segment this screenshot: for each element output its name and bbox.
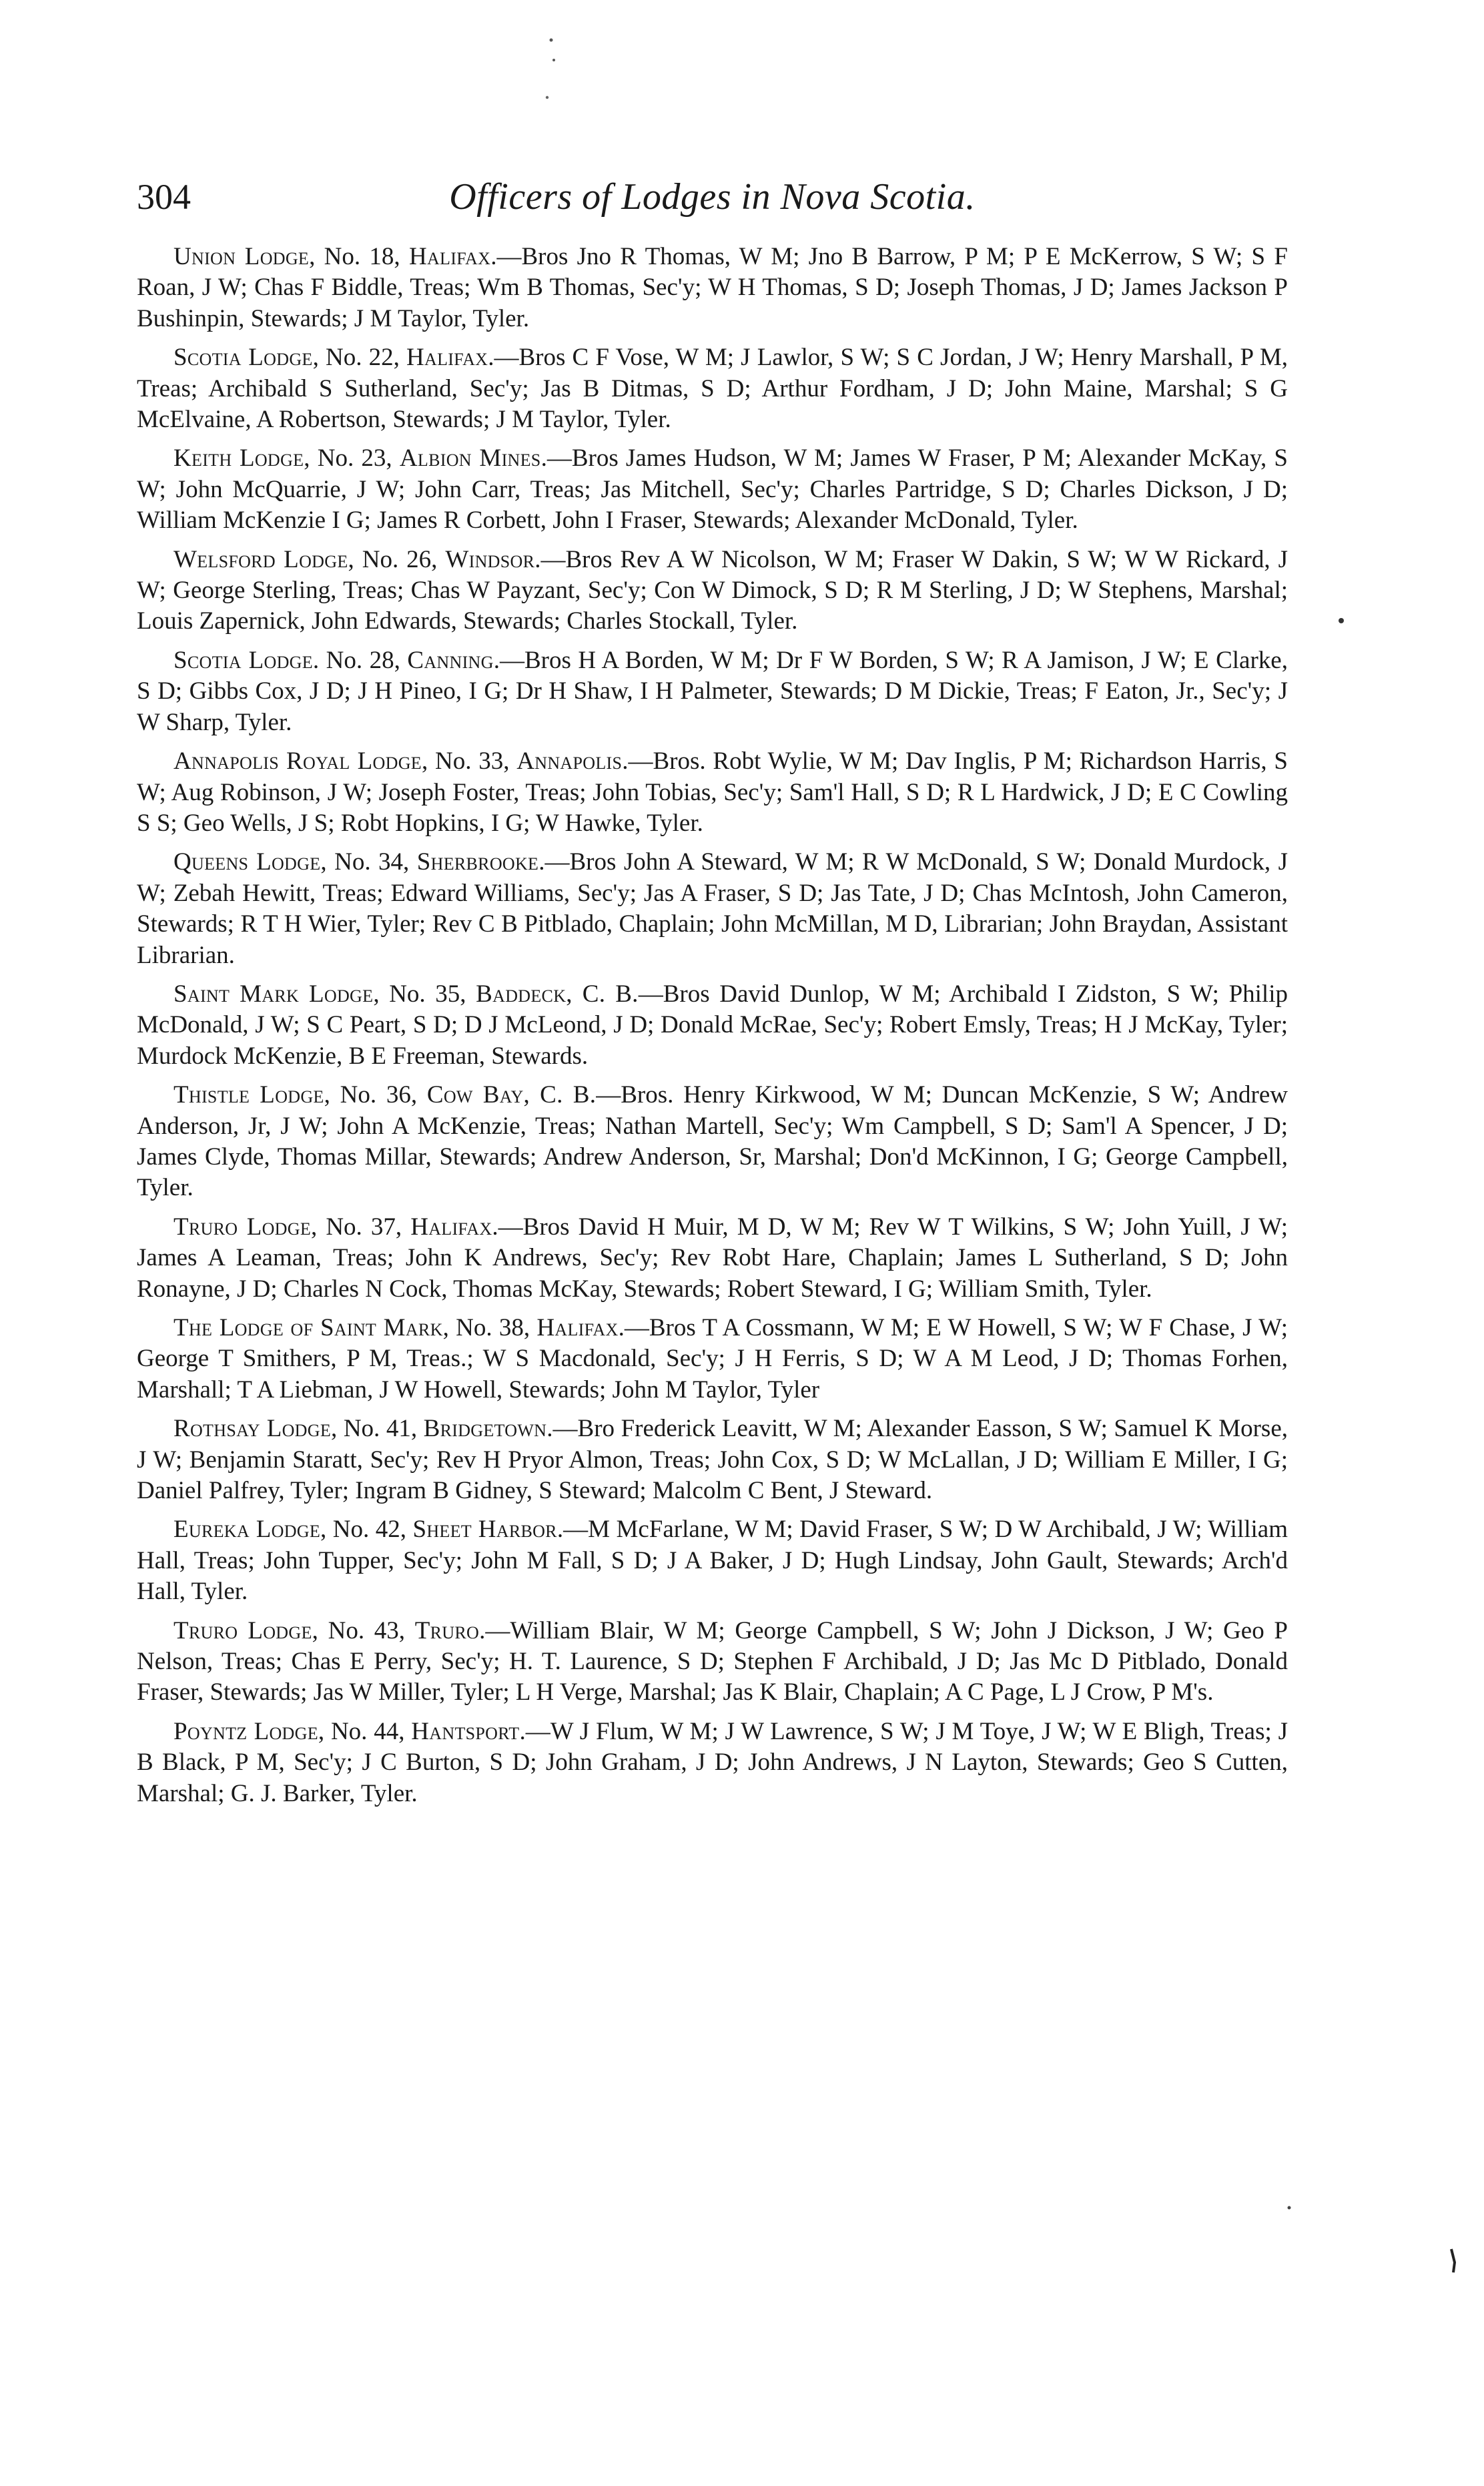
lodge-place: Bridgetown [423, 1415, 547, 1443]
lodge-number: , No. 23, [304, 444, 400, 473]
lodge-entry [137, 746, 1288, 839]
lodge-number: , No. 42, [320, 1516, 413, 1544]
lodge-name: Keith Lodge [173, 444, 304, 473]
lodge-officers: —Bros David Dunlop, W M; Archibald I Zidston, S W; Philip McDonald, J W; S C Peart, S D; D J McLeond, J D; Donald McRae, Sec'y; Robert Emsly, Treas; H J McKay, Tyler; Murdock McKenzie, B E Freeman, Stewards. [137, 980, 1288, 1070]
page-number: 304 [137, 177, 191, 217]
lodge-entry [137, 1616, 1288, 1708]
lodge-officers: .—W J Flum, W M; J W Lawrence, S W; J M Toye, J W; W E Bligh, Treas; J B Black, P M, Sec'y; J C Burton, S D; John Graham, J D; John Andrews, J N Layton, Stewards; Geo S Cutten, Marshal; G. J. Barker, Tyler. [137, 1717, 1288, 1807]
lodge-entry [137, 1414, 1288, 1506]
lodge-officers: .—Bros C F Vose, W M; J Lawlor, S W; S C Jordan, J W; Henry Marshall, P M, Treas; Archibald S Sutherland, Sec'y; Jas B Ditmas, S D; Arthur Fordham, J D; John Maine, Marshal; S G McElvaine, A Robertson, Stewards; J M Taylor, Tyler. [137, 344, 1288, 434]
lodge-officers: .—Bros T A Cossmann, W M; E W Howell, S W; W F Chase, J W; George T Smithers, P M, Treas.; W S Macdonald, Sec'y; J H Ferris, S D; W A M Leod, J D; Thomas Forhen, Marshall; T A Liebman, J W Howell, Stewards; John M Taylor, Tyler [137, 1314, 1288, 1404]
lodge-name: Annapolis Royal Lodge [173, 747, 422, 775]
lodge-place: Sherbrooke [416, 848, 539, 876]
lodge-number: , No. 41, [331, 1415, 424, 1443]
lodge-number: , No. 36, [324, 1081, 427, 1109]
lodge-name: Thistle Lodge [173, 1081, 324, 1109]
lodge-place: Cow Bay, C. B. [426, 1081, 597, 1109]
lodge-place: Albion Mines [399, 444, 541, 473]
lodge-name: Scotia Lodge [173, 344, 313, 372]
running-title: Officers of Lodges in Nova Scotia. [449, 176, 976, 218]
speck-top-2 [552, 59, 555, 61]
lodge-officers: .—William Blair, W M; George Campbell, S W; John J Dickson, J W; Geo P Nelson, Treas; Chas E Perry, Sec'y; H. T. Laurence, S D; Stephen F Archibald, J D; Jas Mc D Pitblado, Donald Fraser, Stewards; Jas W Miller, Tyler; L H Verge, Marshal; Jas K Blair, Chaplain; A C Page, L J Crow, P M's. [137, 1616, 1288, 1706]
lodge-name: Queens Lodge [173, 848, 321, 876]
lodge-entry [137, 545, 1288, 637]
lodge-name: Eureka Lodge [173, 1516, 321, 1544]
lodge-officers: .—Bros David H Muir, M D, W M; Rev W T Wilkins, S W; John Yuill, J W; James A Leaman, Treas; John K Andrews, Sec'y; Rev Robt Hare, Chaplain; James L Sutherland, S D; John Ronayne, J D; Charles N Cock, Thomas McKay, Stewards; Robert Steward, I G; William Smith, Tyler. [137, 1213, 1288, 1303]
lodge-officers: .—Bros. Robt Wylie, W M; Dav Inglis, P M; Richardson Harris, S W; Aug Robinson, J W; Joseph Foster, Treas; John Tobias, Sec'y; Sam'l Hall, S D; R L Hardwick, J D; E C Cowling S S; Geo Wells, J S; Robt Hopkins, I G; W Hawke, Tyler. [137, 747, 1288, 837]
lodge-entry [137, 645, 1288, 738]
speck-right-3 [1451, 2249, 1455, 2272]
lodge-entry [137, 847, 1288, 971]
lodge-name: Welsford Lodge [173, 545, 348, 573]
lodge-place: Windsor [445, 545, 535, 573]
lodge-place: Halifax [408, 243, 491, 270]
lodge-place: Truro [414, 1616, 480, 1644]
lodge-number: , No. 34, [320, 848, 417, 876]
lodge-number: , No. 33, [421, 747, 517, 775]
lodge-place: Canning [407, 646, 494, 674]
lodge-officers: .—Bros H A Borden, W M; Dr F W Borden, S W; R A Jamison, J W; E Clarke, S D; Gibbs Cox, J D; J H Pineo, I G; Dr H Shaw, I H Palmeter, Stewards; D M Dickie, Treas; F Eaton, Jr., Sec'y; J W Sharp, Tyler. [137, 646, 1288, 736]
lodge-number: . No. 28, [312, 646, 408, 674]
lodge-officers: —Bros. Henry Kirkwood, W M; Duncan McKenzie, S W; Andrew Anderson, Jr, J W; John A McKenzie, Treas; Nathan Martell, Sec'y; Wm Campbell, S D; Sam'l A Spencer, J D; James Clyde, Thomas Millar, Stewards; Andrew Anderson, Sr, Marshal; Don'd McKinnon, I G; George Campbell, Tyler. [137, 1081, 1288, 1202]
page-header [137, 170, 1288, 224]
lodge-name: Rothsay Lodge [173, 1415, 332, 1443]
lodge-entry [137, 1080, 1288, 1204]
lodge-entry [137, 979, 1288, 1072]
lodge-name: Saint Mark Lodge [173, 980, 374, 1008]
lodge-place: Annapolis [516, 747, 623, 775]
lodge-entry [137, 1717, 1288, 1809]
lodge-name: Poyntz Lodge [173, 1717, 318, 1745]
lodge-name: Union Lodge [173, 243, 310, 270]
lodge-list [137, 242, 1288, 1817]
lodge-name: Truro Lodge [173, 1213, 312, 1241]
lodge-number: , No. 22, [312, 344, 406, 372]
lodge-number: , No. 43, [312, 1616, 415, 1644]
lodge-officers: .—Bros John A Steward, W M; R W McDonald, S W; Donald Murdock, J W; Zebah Hewitt, Treas; Edward Williams, Sec'y; Jas A Fraser, S D; Jas Tate, J D; Chas McIntosh, John Cameron, Stewards; R T H Wier, Tyler; Rev C B Pitblado, Chaplain; John McMillan, M D, Librarian; John Braydan, Assistant Librarian. [137, 848, 1288, 969]
lodge-place: Halifax [410, 1213, 492, 1241]
lodge-entry [137, 1313, 1288, 1406]
lodge-number: , No. 38, [442, 1314, 537, 1341]
lodge-entry [137, 1514, 1288, 1607]
lodge-name: Truro Lodge [173, 1616, 312, 1644]
lodge-entry [137, 443, 1288, 536]
speck-right-1 [1339, 618, 1344, 623]
lodge-officers: .—M McFarlane, W M; David Fraser, S W; D W Archibald, J W; William Hall, Treas; John Tupper, Sec'y; John M Fall, S D; J A Baker, J D; Hugh Lindsay, John Gault, Stewards; Arch'd Hall, Tyler. [137, 1516, 1288, 1606]
speck-top-1 [550, 39, 553, 42]
lodge-entry [137, 242, 1288, 334]
lodge-number: , No. 44, [318, 1717, 412, 1745]
lodge-officers: .—Bros James Hudson, W M; James W Fraser, P M; Alexander McKay, S W; John McQuarrie, J W; John Carr, Treas; Jas Mitchell, Sec'y; Charles Partridge, S D; Charles Dickson, J D; William McKenzie I G; James R Corbett, John I Fraser, Stewards; Alexander McDonald, Tyler. [137, 444, 1288, 535]
lodge-entry [137, 342, 1288, 435]
lodge-officers: .—Bros Jno R Thomas, W M; Jno B Barrow, P M; P E McKerrow, S W; S F Roan, J W; Chas F Biddle, Treas; Wm B Thomas, Sec'y; W H Thomas, S D; Joseph Thomas, J D; James Jackson P Bushinpin, Stewards; J M Taylor, Tyler. [137, 243, 1288, 332]
lodge-officers: .—Bro Frederick Leavitt, W M; Alexander Easson, S W; Samuel K Morse, J W; Benjamin Staratt, Sec'y; Rev H Pryor Almon, Treas; John Cox, S D; W McLallan, J D; William E Miller, I G; Daniel Palfrey, Tyler; Ingram B Gidney, S Steward; Malcolm C Bent, J Steward. [137, 1415, 1288, 1505]
lodge-officers: .—Bros Rev A W Nicolson, W M; Fraser W Dakin, S W; W W Rickard, J W; George Sterling, Treas; Chas W Payzant, Sec'y; Con W Dimock, S D; R M Sterling, J D; W Stephens, Marshal; Louis Zapernick, John Edwards, Stewards; Charles Stockall, Tyler. [137, 545, 1288, 635]
lodge-number: , No. 37, [311, 1213, 411, 1241]
lodge-number: , No. 26, [348, 545, 446, 573]
speck-right-2 [1288, 2206, 1291, 2210]
lodge-name: Scotia Lodge [173, 646, 313, 674]
lodge-name: The Lodge of Saint Mark [173, 1314, 443, 1341]
lodge-entry [137, 1212, 1288, 1305]
lodge-place: Sheet Harbor [412, 1516, 557, 1544]
lodge-place: Halifax [536, 1314, 619, 1341]
lodge-number: , No. 35, [373, 980, 476, 1008]
lodge-number: , No. 18, [309, 243, 409, 270]
lodge-place: Halifax [406, 344, 488, 372]
speck-top-3 [546, 96, 548, 99]
lodge-place: Baddeck, C. B. [476, 980, 639, 1008]
lodge-place: Hantsport [411, 1717, 520, 1745]
